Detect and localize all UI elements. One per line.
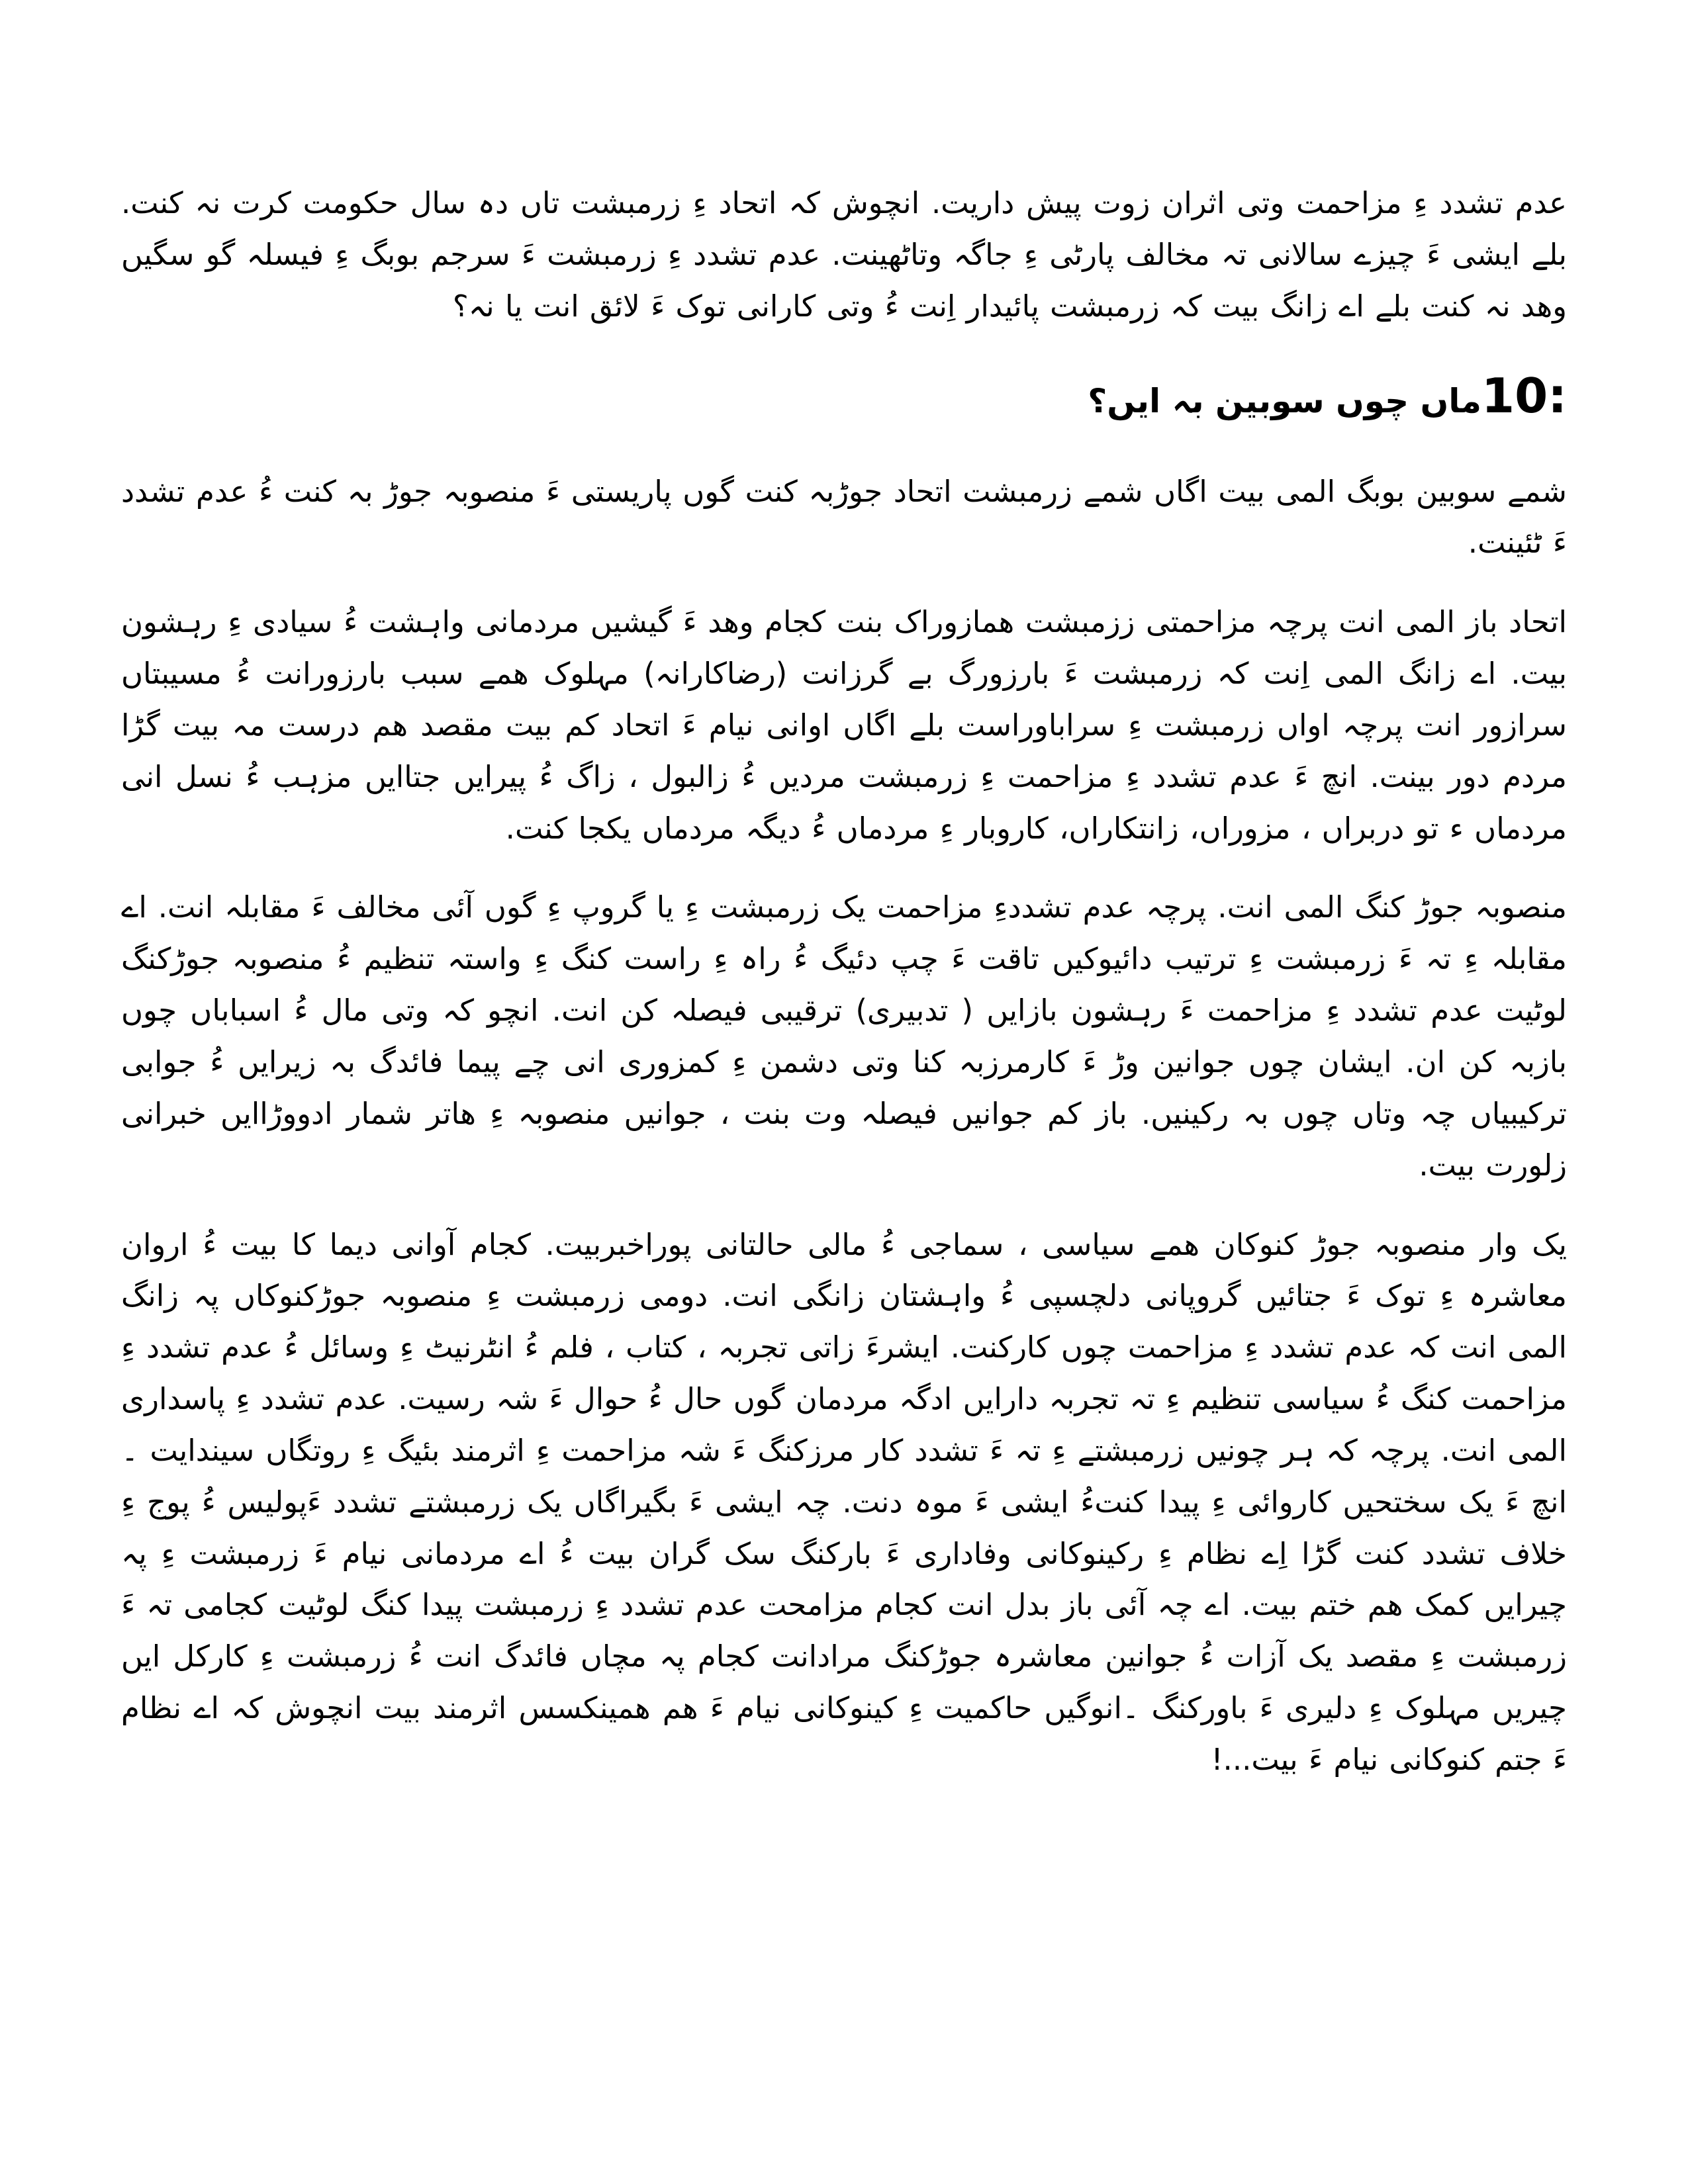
answer-paragraph-1: شمے سوبین بوبگ المی بیت اگاں شمے زرمبشت اتحاد جوڑبہ کنت گوں پاریستی ءَ منصوبہ جوڑ بہ کنت ءُ عدم تشدد ءَ ٹئینت.: [121, 473, 1567, 561]
question-heading: [121, 360, 1567, 432]
answer-paragraph-4: یک وار منصوبہ جوڑ کنوکان ھمے سیاسی ، سماجی ءُ مالی حالتانی پوراخبربیت. کجام آوانی دیما کا بیت ءُ اروان معاشرہ ءِ توک ءَ جتائیں گروپانی دلچسپی ءُ واہشتان زانگی انت. دومی زرمبشت ءِ منصوبہ جوڑکنوکاں پہ زانگ المی انت کہ عدم تشدد ءِ مزاحمت چوں کارکنت. ایشرءَ زاتی تجربہ ، کتاب ، فلم ءُ انٹرنیٹ ءِ وسائل ءُ عدم تشدد ءِ مزاحمت کنگ ءُ سیاسی تنظیم ءِ تہ تجربہ دارایں ادگہ مردمان گوں حال ءُ حوال ءَ شہ رسیت. عدم تشدد ءِ پاسداری المی انت. پرچہ کہ ہر چونیں زرمبشتے ءِ تہ ءَ تشدد کار مرزکنگ ءَ شہ مزاحمت ءِ اثرمند بئیگ ءِ روتگاں سیندایت ۔ انچ ءَ یک سختحیں کاروائی ءِ پیدا کنتءُ ایشی ءَ موہ دنت. چہ ایشی ءَ بگیراگاں یک زرمبشتے تشدد ءَپولیس ءُ پوج ءِ خلاف تشدد کنت گڑا اِے نظام ءِ رکینوکانی وفاداری ءَ بارکنگ سک گران بیت ءُ اے مردمانی نیام ءَ زرمبشت ءِ پہ چیرایں کمک ھم ختم بیت. اے چہ آئی باز بدل انت کجام مزامحت عدم تشدد ءِ زرمبشت پیدا کنگ لوٹیت کجامی تہ ءَ زرمبشت ءِ مقصد یک آزات ءُ جوانین معاشرہ جوڑکنگ مرادانت کجام پہ مچاں فائدگ انت ءُ زرمبشت ءِ کارکل ایں چیریں مہلوک ءِ دلیری ءَ باورکنگ ۔انوگیں حاکمیت ءِ کینوکانی نیام ءَ ھم ھمینکسس اثرمند بیت انچوش کہ اے نظام ءَ جتم کنوکانی نیام ءَ بیت...!: [121, 1226, 1567, 1777]
answer-paragraph-2: اتحاد باز المی انت پرچہ مزاحمتی ززمبشت ھمازوراک بنت کجام وھد ءَ گیشیں مردمانی واہشت ءُ سیادی ءِ رہشون بیت. اے زانگ المی اِنت کہ زرمبشت ءَ بارزورگ بے گرزانت (رضاکارانہ) مہلوک ھمے سبب بارزورانت ءُ مسیبتاں سرازور انت پرچہ اواں زرمبشت ءِ سراباوراست بلے اگاں اوانی نیام ءَ اتحاد کم بیت مقصد ھم درست مہ بیت گڑا مردم دور بینت. انچ ءَ عدم تشدد ءِ مزاحمت ءِ زرمبشت مردیں ءُ زالبول ، زاگ ءُ پیرایں جتاایں مزہب ءُ نسل انی مردماں ء تو دربراں ، مزوراں، زانتکاراں، کاروبار ءِ مردماں ءُ دیگہ مردماں یکجا کنت.: [121, 604, 1567, 846]
answer-paragraph-3: منصوبہ جوڑ کنگ المی انت. پرچہ عدم تشددءِ مزاحمت یک زرمبشت ءِ یا گروپ ءِ گوں آئی مخالف ءَ مقابلہ انت. اے مقابلہ ءِ تہ ءَ زرمبشت ءِ ترتیب دائیوکیں تاقت ءَ چپ دئیگ ءُ راہ ءِ راست کنگ ءِ واستہ تنظیم ءُ منصوبہ جوڑکنگ لوٹیت عدم تشدد ءِ مزاحمت ءَ رہشون بازایں ( تدبیری) ترقیبی فیصلہ کن انت. انچو کہ وتی مال ءُ اسباباں چوں بازبہ کن ان. ایشان چوں جوانین وڑ ءَ کارمرزبہ کنا وتی دشمن ءِ کمزوری انی چے پیما فائدگ بہ زیرایں ءُ جوابی ترکیبیاں چہ وتاں چوں بہ رکینیں. باز کم جوانیں فیصلہ وت بنت ، جوانیں منصوبہ ءِ ھاتر شمار ادووڑاایں خبرانی زلورت بیت.: [121, 889, 1568, 1183]
question-number: :10: [1481, 367, 1567, 424]
question-heading-text: ماں چوں سوبین بہ ایں؟: [1088, 381, 1481, 420]
intro-paragraph: عدم تشدد ءِ مزاحمت وتی اثران زوت پیش داریت. انچوش کہ اتحاد ءِ زرمبشت تاں دہ سال حکومت کرت نہ کنت. بلے ایشی ءَ چیزے سالانی تہ مخالف پارٹی ءِ جاگہ وتاٹھینت. عدم تشدد ءِ زرمبشت ءَ سرجم بوبگ ءِ فیسلہ گو سگیں وھد نہ کنت بلے اے زانگ بیت کہ زرمبشت پائیدار اِنت ءُ وتی کارانی توک ءَ لائق انت یا نہ؟: [121, 185, 1567, 324]
